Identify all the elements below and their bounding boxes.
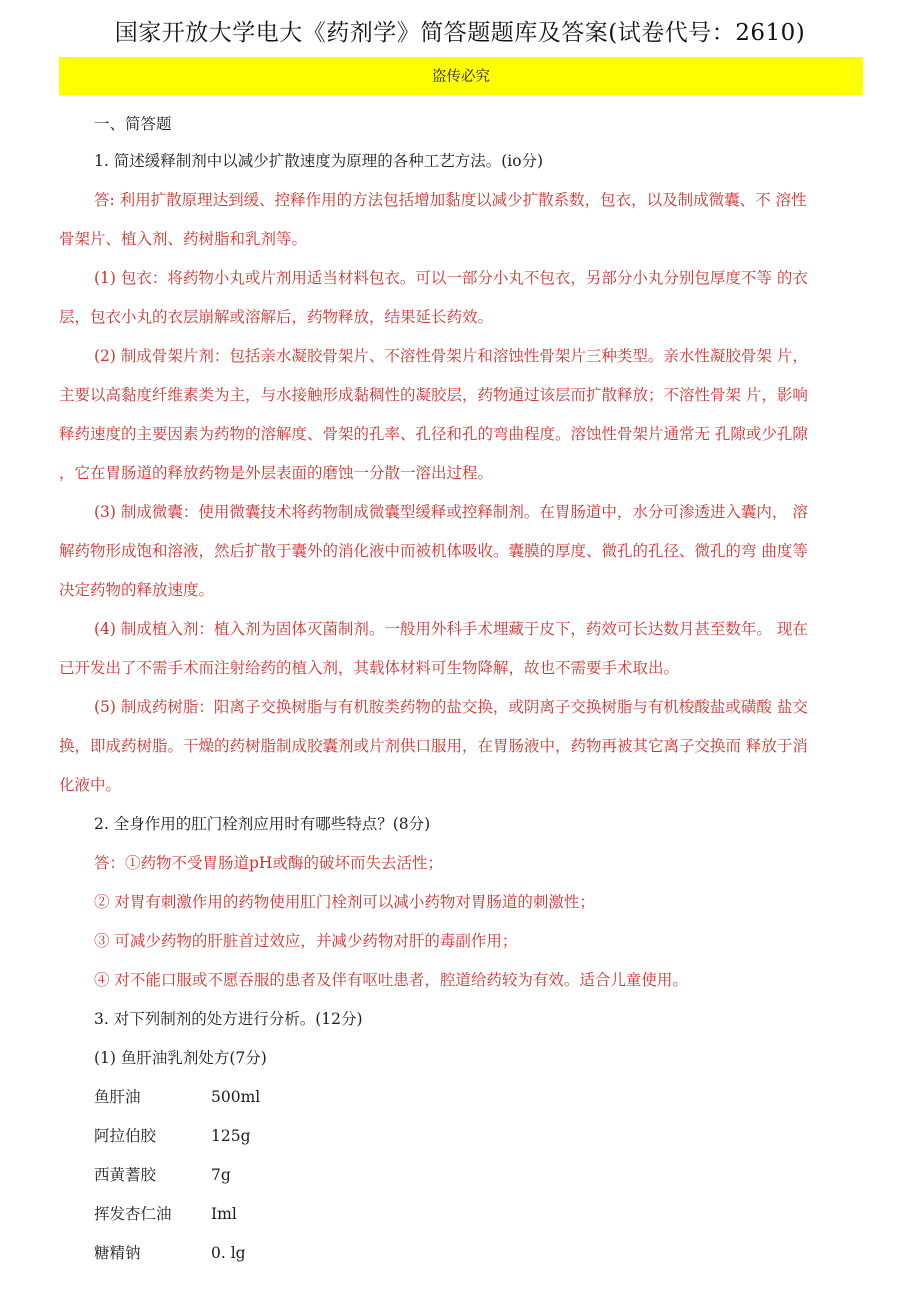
answer-1-line: 主要以高黏度纤维素类为主，与水接触形成黏稠性的凝胶层，药物通过该层而扩散释放；不溶性骨架 片，影响 [59, 386, 808, 404]
question-2: 2. 全身作用的肛门栓剂应用时有哪些特点？(8分) [94, 815, 431, 833]
question-1: 1. 简述缓释制剂中以减少扩散速度为原理的各种工艺方法。(io分) [94, 152, 544, 170]
ingredient-name: 挥发杏仁油 [94, 1205, 172, 1223]
answer-1-line: (3) 制成微囊：使用微囊技术将药物制成微囊型缓释或控释制剂。在胃肠道中，水分可渗透进入囊内， 溶 [94, 503, 808, 521]
ingredient-amount: 0. lg [211, 1244, 246, 1262]
ingredient-amount: 125g [211, 1127, 251, 1145]
answer-1-line: 答: 利用扩散原理达到缓、控释作用的方法包括增加黏度以减少扩散系数，包衣，以及制成微囊、不 溶性 [94, 191, 807, 209]
document-title: 国家开放大学电大《药剂学》简答题题库及答案(试卷代号：2610) [114, 20, 806, 46]
piracy-notice-banner: 盗传必究 [59, 57, 863, 95]
answer-1-line: (1) 包衣：将药物小丸或片剂用适当材料包衣。可以一部分小丸不包衣，另部分小丸分别包厚度不等 的衣 [94, 269, 808, 287]
question-3: 3. 对下列制剂的处方进行分析。(12分) [94, 1010, 363, 1028]
answer-2-item: 答：①药物不受胃肠道pH或酶的破坏而失去活性； [94, 854, 443, 872]
answer-1-line: 已开发出了不需手术而注射给药的植入剂，其载体材料可生物降解，故也不需要手术取出。 [59, 659, 680, 677]
answer-1-line: 解药物形成饱和溶液，然后扩散于囊外的消化液中而被机体吸收。囊膜的厚度、微孔的孔径、微孔的弯 曲度等 [59, 542, 808, 560]
ingredient-name: 鱼肝油 [94, 1088, 141, 1106]
answer-2-item: ② 对胃有刺激作用的药物使用肛门栓剂可以减小药物对胃肠道的刺激性； [94, 893, 595, 911]
answer-1-line: 骨架片、植入剂、药树脂和乳剂等。 [59, 230, 308, 248]
answer-1-line: 换，即成药树脂。干燥的药树脂制成胶囊剂或片剂供口服用，在胃肠液中，药物再被其它离子交换而 释放于消 [59, 737, 808, 755]
ingredient-name: 阿拉伯胶 [94, 1127, 157, 1145]
answer-2-item: ④ 对不能口服或不愿吞服的患者及伴有呕吐患者，腔道给药较为有效。适合儿童使用。 [94, 971, 688, 989]
ingredient-amount: 7g [211, 1166, 231, 1184]
ingredient-amount: Iml [211, 1205, 237, 1223]
ingredient-amount: 500ml [211, 1088, 261, 1106]
question-3-subpart: (1) 鱼肝油乳剂处方(7分) [94, 1049, 267, 1067]
answer-1-line: ，它在胃肠道的释放药物是外层表面的磨蚀一分散一溶出过程。 [59, 464, 494, 482]
answer-1-line: 化液中。 [59, 776, 122, 794]
answer-2-item: ③ 可减少药物的肝脏首过效应，并减少药物对肝的毒副作用； [94, 932, 518, 950]
answer-1-line: (5) 制成药树脂：阳离子交换树脂与有机胺类药物的盐交换，或阴离子交换树脂与有机梭酸盐或磺酸 盐交 [94, 698, 808, 716]
answer-1-line: 层，包衣小丸的衣层崩解或溶解后，药物释放，结果延长药效。 [59, 308, 494, 326]
answer-1-line: 释药速度的主要因素为药物的溶解度、骨架的孔率、孔径和孔的弯曲程度。溶蚀性骨架片通常无 孔隙或少孔隙 [59, 425, 808, 443]
answer-1-line: (4) 制成植入剂：植入剂为固体灭菌制剂。一般用外科手术埋藏于皮下，药效可长达数月甚至数年。 现在 [94, 620, 808, 638]
ingredient-name: 糖精钠 [94, 1244, 141, 1262]
section-heading: 一、简答题 [94, 115, 172, 133]
answer-1-line: 决定药物的释放速度。 [59, 581, 215, 599]
answer-1-line: (2) 制成骨架片剂：包括亲水凝胶骨架片、不溶性骨架片和溶蚀性骨架片三种类型。亲水性凝胶骨架 片， [94, 347, 808, 365]
ingredient-name: 西黄蓍胶 [94, 1166, 157, 1184]
